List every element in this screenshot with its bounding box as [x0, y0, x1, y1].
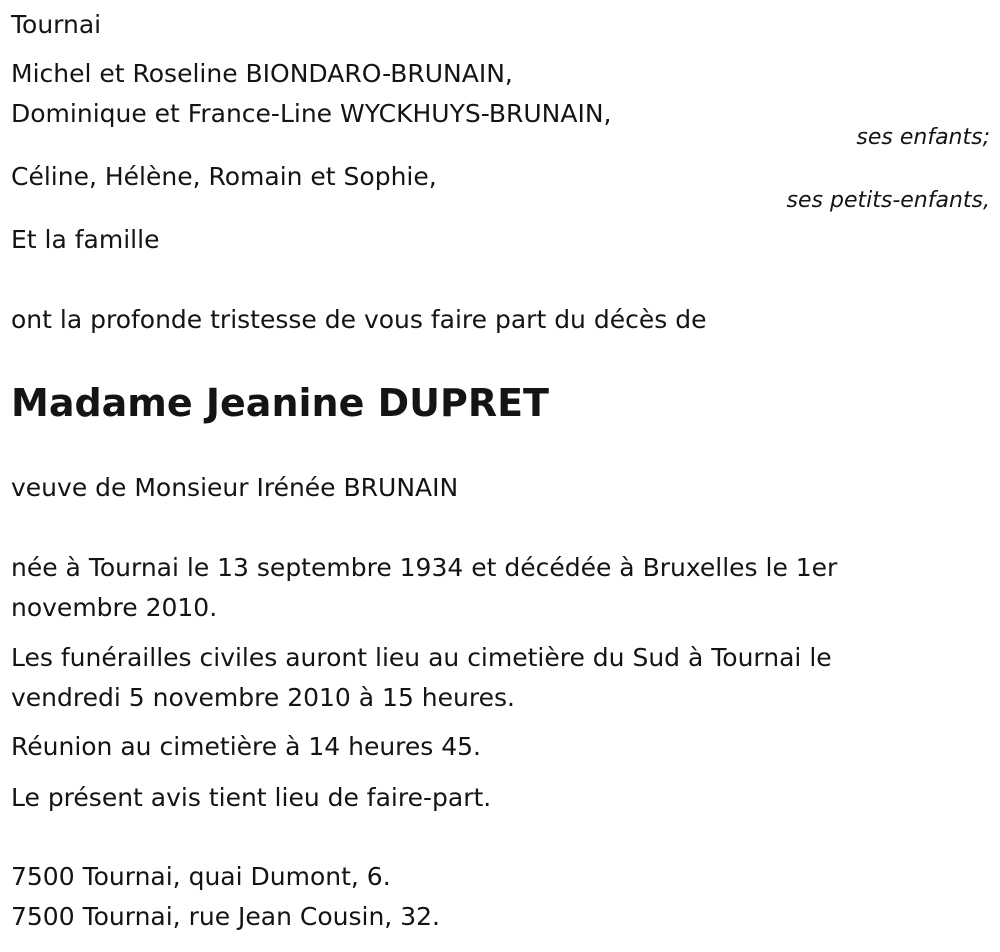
funeral-line-1: Les funérailles civiles auront lieu au cimetière du Sud à Tournai le — [11, 643, 832, 672]
grandchildren-line: Céline, Hélène, Romain et Sophie, — [11, 162, 437, 191]
funeral-line-2: vendredi 5 novembre 2010 à 15 heures. — [11, 683, 515, 712]
children-line-1: Michel et Roseline BIONDARO-BRUNAIN, — [11, 59, 513, 88]
birth-death-line-1: née à Tournai le 13 septembre 1934 et décédée à Bruxelles le 1er — [11, 553, 838, 582]
children-role: ses enfants; — [856, 125, 990, 150]
address-1: 7500 Tournai, quai Dumont, 6. — [11, 862, 391, 891]
family-line: Et la famille — [11, 225, 160, 254]
deceased-name: Madame Jeanine DUPRET — [11, 381, 549, 425]
widow-of-line: veuve de Monsieur Irénée BRUNAIN — [11, 473, 459, 502]
city-header: Tournai — [11, 10, 102, 39]
address-2: 7500 Tournai, rue Jean Cousin, 32. — [11, 902, 440, 931]
children-line-2: Dominique et France-Line WYCKHUYS-BRUNAIN, — [11, 99, 612, 128]
notice-line: Le présent avis tient lieu de faire-part. — [11, 783, 492, 812]
meeting-line: Réunion au cimetière à 14 heures 45. — [11, 732, 482, 761]
announcement-intro: ont la profonde tristesse de vous faire part du décès de — [11, 305, 707, 334]
birth-death-line-2: novembre 2010. — [11, 593, 218, 622]
grandchildren-role: ses petits-enfants, — [786, 188, 990, 213]
